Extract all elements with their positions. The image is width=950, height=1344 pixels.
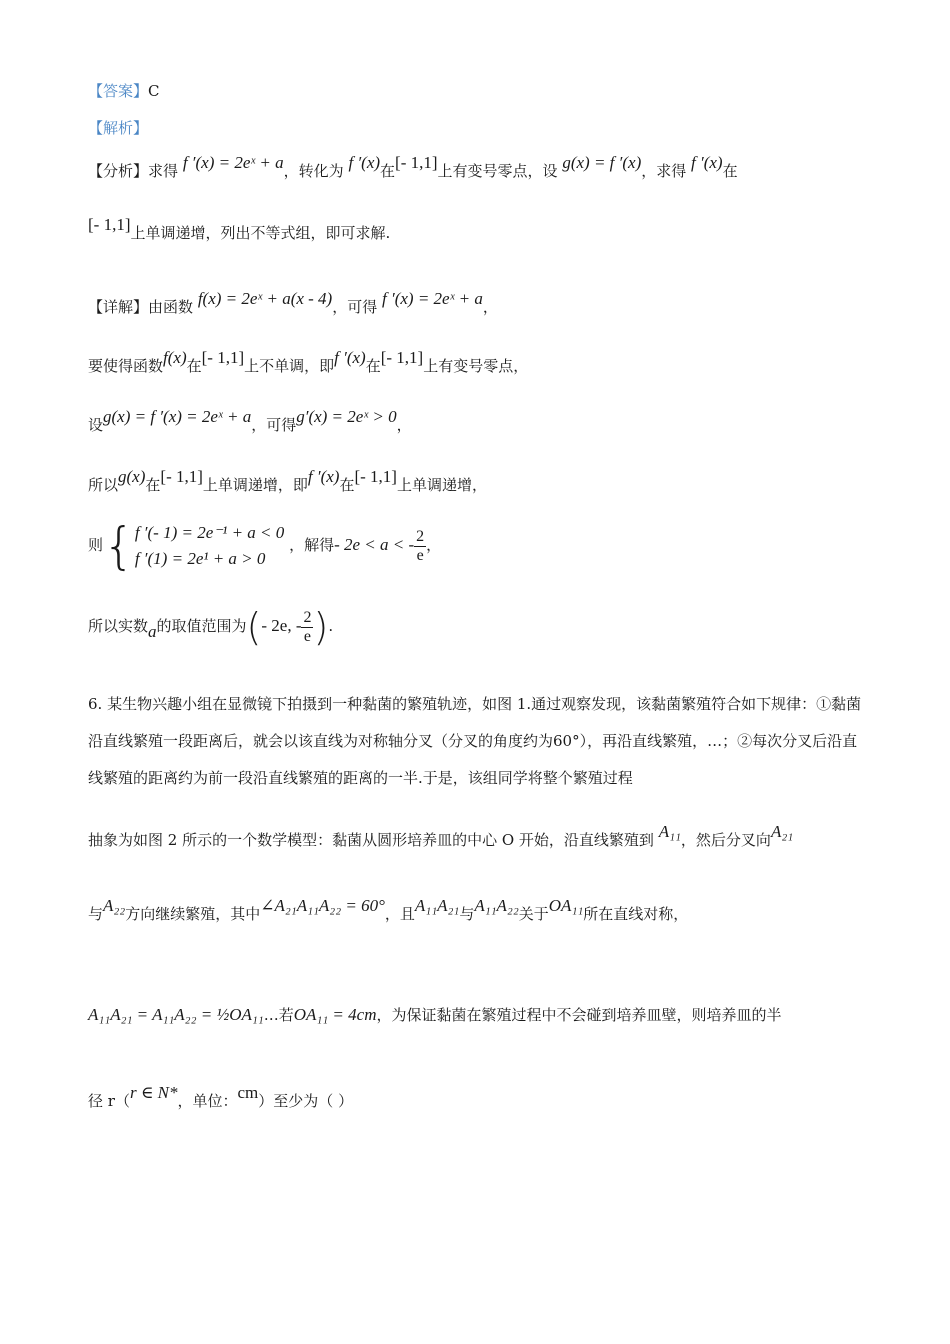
math-interval: [- 1,1] xyxy=(88,215,131,234)
text: ， xyxy=(482,298,498,316)
text: 上不单调，即 xyxy=(244,357,335,375)
inequality-system xyxy=(135,520,284,572)
math-solution: - 2e < a < - xyxy=(334,535,415,554)
text: 在 xyxy=(145,476,161,494)
text: 在 xyxy=(186,357,202,375)
math-unit: cm xyxy=(237,1083,259,1102)
text: ，可得 xyxy=(332,298,378,316)
math-a: a xyxy=(148,622,157,641)
math-A11: A₁₁ xyxy=(658,822,681,841)
text: ，求得 xyxy=(641,162,687,180)
left-paren: ( xyxy=(246,605,262,649)
math-interval: [- 1,1] xyxy=(160,467,203,486)
text: 上单调递增，即 xyxy=(202,476,308,494)
q6-line-4 xyxy=(88,822,794,850)
text: ，解得 xyxy=(289,536,335,554)
math-r-natural: r ∈ N* xyxy=(129,1083,178,1102)
text: 要使得函数 xyxy=(88,357,164,375)
math-fprime: f ′(x) xyxy=(307,467,340,486)
text: 求得 xyxy=(148,162,179,180)
math-f-def: f(x) = 2eˣ + a(x - 4) xyxy=(197,289,333,308)
text: 在 xyxy=(365,357,381,375)
text: 的取值范围为 xyxy=(156,617,247,635)
math-lengths: A₁₁A₂₁ = A₁₁A₂₂ = ½OA₁₁ xyxy=(88,1005,264,1024)
text: ）至少为（ ） xyxy=(258,1092,354,1110)
math-interval: [- 1,1] xyxy=(201,348,245,367)
text: 方向继续繁殖，其中 xyxy=(125,905,261,923)
analysis-line-1 xyxy=(88,153,738,181)
fraction xyxy=(414,528,426,565)
text: 则 xyxy=(88,536,104,554)
q6-line-6 xyxy=(88,1004,782,1025)
answer-line xyxy=(88,80,160,101)
text: 上单调递增，列出不等式组，即可求解. xyxy=(130,224,391,242)
math-A11A21: A₁₁A₂₁ xyxy=(414,896,460,915)
detail-line-4 xyxy=(88,467,487,495)
fraction xyxy=(301,609,313,646)
math-f: f(x) xyxy=(163,348,187,367)
analysis-heading: 【解析】 xyxy=(88,119,149,137)
answer-tag: 【答案】 xyxy=(88,82,149,100)
text: 径 r（ xyxy=(88,1092,130,1110)
text: 与 xyxy=(88,905,104,923)
math-A22: A₂₂ xyxy=(103,896,126,915)
text: 在 xyxy=(722,162,738,180)
right-paren: ) xyxy=(313,605,329,649)
math-fprime-def: f ′(x) = 2eˣ + a xyxy=(182,153,284,172)
text: 所以 xyxy=(88,476,119,494)
text: 上有变号零点，设 xyxy=(437,162,558,180)
text: 在 xyxy=(339,476,355,494)
detail-tag: 【详解】 xyxy=(88,298,149,316)
math-fprime: f ′(x) xyxy=(348,153,381,172)
math-fprime: f ′(x) xyxy=(691,153,723,172)
left-brace: { xyxy=(103,517,135,575)
math-fprime-def: f ′(x) = 2eˣ + a xyxy=(382,289,483,308)
math-g: g(x) xyxy=(118,467,146,486)
analysis-tag: 【分析】 xyxy=(88,162,149,180)
text: 所在直线对称， xyxy=(583,905,689,923)
math-angle: ∠A₂₁A₁₁A₂₂ = 60° xyxy=(260,896,385,915)
text: ，然后分叉向 xyxy=(680,831,771,849)
math-range: - 2e, - xyxy=(261,616,302,635)
math-OA11: OA₁₁ xyxy=(548,896,584,915)
math-interval: [- 1,1] xyxy=(395,153,438,172)
text: …若 xyxy=(263,1006,294,1024)
inequality-2: f ′(1) = 2e¹ + a > 0 xyxy=(134,549,266,568)
detail-line-2 xyxy=(88,348,529,376)
q6-line-7 xyxy=(88,1083,354,1111)
detail-line-5 xyxy=(88,517,442,575)
text: 所以实数 xyxy=(88,617,149,635)
math-interval: [- 1,1] xyxy=(380,348,424,367)
detail-line-3 xyxy=(88,407,412,435)
text: 关于 xyxy=(518,905,549,923)
fraction-numerator: 2 xyxy=(416,527,425,545)
detail-line-1 xyxy=(88,289,498,317)
text: 与 xyxy=(459,905,475,923)
question-6-paragraph: 6. 某生物兴趣小组在显微镜下拍摄到一种黏菌的繁殖轨迹，如图 1.通过观察发现，该黏菌繁殖符合如下规律：①黏菌沿直线繁殖一段距离后，就会以该直线为对称轴分叉（分叉的角度约为60°），再沿直线繁殖，…；②每次分叉后沿直线繁殖的距离约为前一段沿直线繁殖的距离的一半.于是，该组同学将整个繁殖过程 xyxy=(88,695,862,787)
text: 上单调递增， xyxy=(396,476,487,494)
text: . xyxy=(328,617,334,635)
math-gprime: g′(x) = 2eˣ > 0 xyxy=(296,407,397,426)
text: 在 xyxy=(380,162,396,180)
math-A11A22: A₁₁A₂₂ xyxy=(474,896,519,915)
text: ，单位： xyxy=(177,1092,238,1110)
math-fprime: f ′(x) xyxy=(334,348,366,367)
detail-line-6 xyxy=(88,605,333,649)
math-interval: [- 1,1] xyxy=(354,467,397,486)
fraction-denominator: e xyxy=(303,627,312,645)
text: ， xyxy=(426,536,442,554)
text: 上有变号零点， xyxy=(423,357,529,375)
math-g-def: g(x) = f ′(x) = 2eˣ + a xyxy=(103,407,252,426)
text: ，转化为 xyxy=(283,162,344,180)
math-g-def: g(x) = f ′(x) xyxy=(562,153,642,172)
inequality-1: f ′(- 1) = 2e⁻¹ + a < 0 xyxy=(134,523,285,542)
fraction-numerator: 2 xyxy=(303,608,312,626)
math-OA11-length: OA₁₁ = 4cm xyxy=(293,1005,377,1024)
text: ， xyxy=(396,416,412,434)
text: ，可得 xyxy=(251,416,297,434)
fraction-denominator: e xyxy=(416,546,424,564)
text: 由函数 xyxy=(148,298,194,316)
math-A21: A₂₁ xyxy=(770,822,794,841)
answer-value: C xyxy=(148,82,160,100)
analysis-line-2 xyxy=(88,215,391,243)
text: 设 xyxy=(88,416,104,434)
q6-line-5 xyxy=(88,896,689,924)
text: ，且 xyxy=(384,905,415,923)
text: ，为保证黏菌在繁殖过程中不会碰到培养皿壁，则培养皿的半 xyxy=(376,1006,782,1024)
text: 抽象为如图 2 所示的一个数学模型：黏菌从圆形培养皿的中心 O 开始，沿直线繁殖到 xyxy=(88,831,654,849)
